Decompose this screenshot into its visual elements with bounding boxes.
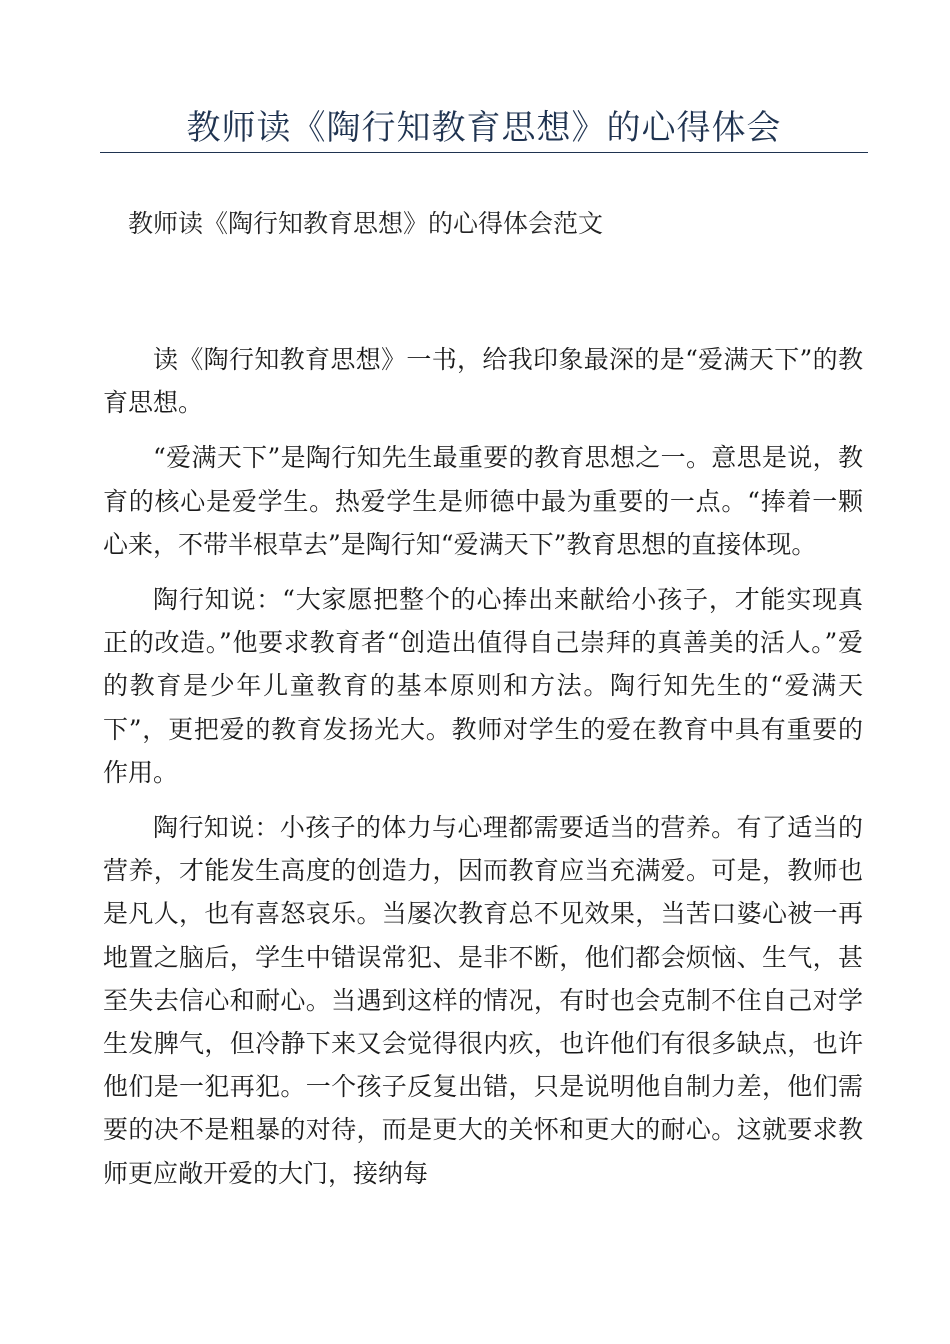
document-body <box>103 338 863 1207</box>
paragraph-4: 陶行知说：小孩子的体力与心理都需要适当的营养。有了适当的营养，才能发生高度的创造力，因而教育应当充满爱。可是，教师也是凡人，也有喜怒哀乐。当屡次教育总不见效果，当苦口婆心被一再地置之脑后，学生中错误常犯、是非不断，他们都会烦恼、生气，甚至失去信心和耐心。当遇到这样的情况，有时也会克制不住自己对学生发脾气，但冷静下来又会觉得很内疚，也许他们有很多缺点，也许他们是一犯再犯。一个孩子反复出错，只是说明他自制力差，他们需要的决不是粗暴的对待，而是更大的关怀和更大的耐心。这就要求教师更应敞开爱的大门，接纳每 <box>103 813 863 1188</box>
paragraph-2: “爱满天下”是陶行知先生最重要的教育思想之一。意思是说，教育的核心是爱学生。热爱学生是师德中最为重要的一点。“捧着一颗心来，不带半根草去”是陶行知“爱满天下”教育思想的直接体现。 <box>103 443 863 559</box>
document-title: 教师读《陶行知教育思想》的心得体会 <box>100 106 868 153</box>
document-subtitle: 教师读《陶行知教育思想》的心得体会范文 <box>128 209 604 238</box>
paragraph-3: 陶行知说：“大家愿把整个的心捧出来献给小孩子，才能实现真正的改造。”他要求教育者“创造出值得自己崇拜的真善美的活人。”爱的教育是少年儿童教育的基本原则和方法。陶行知先生的“爱满天下”，更把爱的教育发扬光大。教师对学生的爱在教育中具有重要的作用。 <box>103 585 863 787</box>
paragraph-1: 读《陶行知教育思想》一书，给我印象最深的是“爱满天下”的教育思想。 <box>103 345 863 418</box>
